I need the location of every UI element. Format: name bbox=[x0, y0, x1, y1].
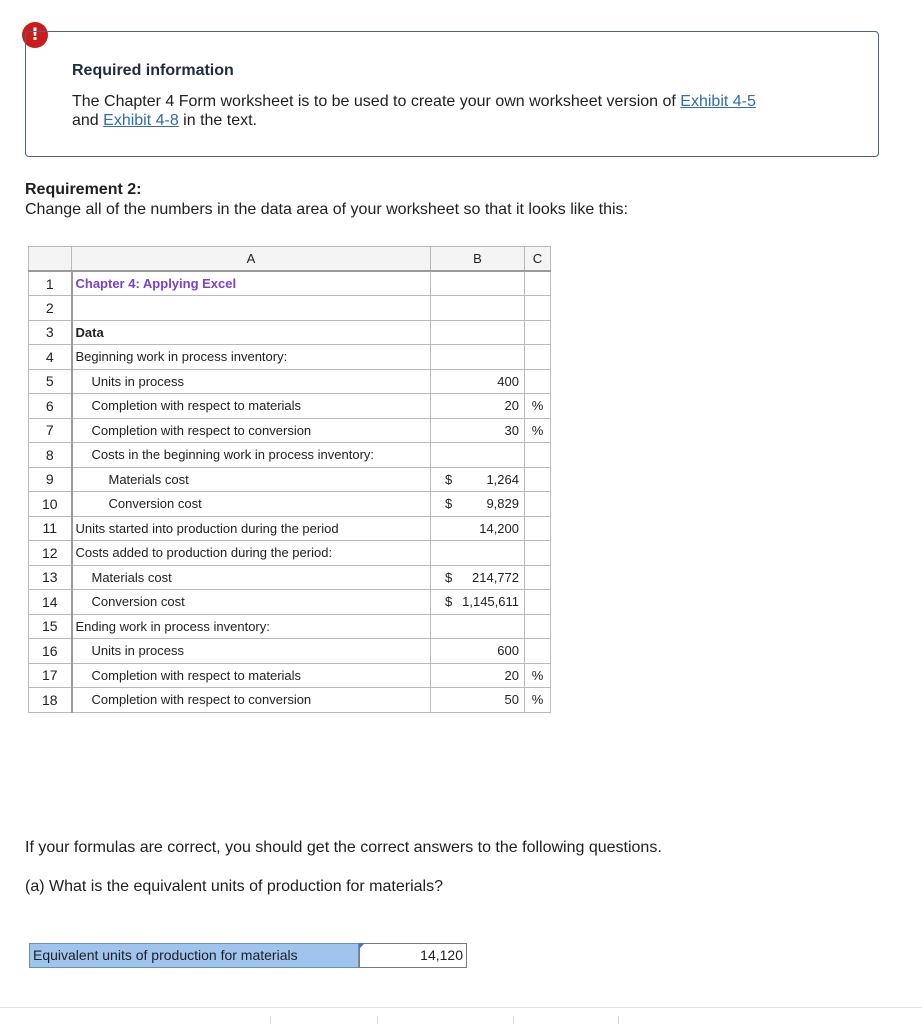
cell-b[interactable] bbox=[431, 614, 525, 639]
cell-b[interactable] bbox=[431, 516, 525, 541]
cell-a[interactable]: Units in process bbox=[72, 369, 431, 394]
cell-b[interactable] bbox=[431, 296, 525, 321]
footer-divider bbox=[0, 1007, 922, 1008]
cell-b[interactable] bbox=[431, 639, 525, 664]
cell-b-value: 214,772 bbox=[472, 569, 519, 585]
sheet-row bbox=[29, 467, 551, 492]
row-number: 17 bbox=[29, 663, 72, 688]
cell-b[interactable] bbox=[431, 345, 525, 370]
row-number: 11 bbox=[29, 516, 72, 541]
sheet-row bbox=[29, 516, 551, 541]
sheet-row bbox=[29, 394, 551, 419]
cell-c[interactable] bbox=[525, 614, 551, 639]
cell-c[interactable]: % bbox=[525, 688, 551, 713]
row-number: 7 bbox=[29, 418, 72, 443]
cell-a[interactable]: Costs added to production during the period: bbox=[72, 541, 431, 566]
cell-c[interactable] bbox=[525, 590, 551, 615]
cell-c[interactable] bbox=[525, 369, 551, 394]
alert-icon: ! bbox=[22, 22, 48, 48]
cell-a[interactable]: Completion with respect to conversion bbox=[72, 418, 431, 443]
required-information-panel bbox=[25, 31, 879, 157]
cell-b[interactable] bbox=[431, 418, 525, 443]
sheet-row bbox=[29, 369, 551, 394]
requirement-text: Change all of the numbers in the data area of your worksheet so that it looks like this: bbox=[25, 201, 628, 218]
cell-a[interactable]: Completion with respect to materials bbox=[72, 663, 431, 688]
row-number: 6 bbox=[29, 394, 72, 419]
cell-a[interactable]: Completion with respect to conversion bbox=[72, 688, 431, 713]
cell-a[interactable]: Completion with respect to materials bbox=[72, 394, 431, 419]
row-number: 3 bbox=[29, 320, 72, 345]
row-number: 2 bbox=[29, 296, 72, 321]
row-number: 18 bbox=[29, 688, 72, 713]
cell-a[interactable]: Data bbox=[72, 320, 431, 345]
cell-c[interactable] bbox=[525, 443, 551, 468]
footer-tick bbox=[377, 1016, 378, 1024]
cell-b[interactable] bbox=[431, 271, 525, 296]
cell-a[interactable]: Chapter 4: Applying Excel bbox=[72, 271, 431, 296]
cell-b-value: 20 bbox=[504, 398, 519, 413]
cell-b-value: 20 bbox=[504, 667, 519, 683]
sheet-corner bbox=[29, 247, 72, 272]
sheet-row bbox=[29, 614, 551, 639]
cell-b[interactable] bbox=[431, 541, 525, 566]
row-number: 14 bbox=[29, 590, 72, 615]
cell-b[interactable] bbox=[431, 590, 525, 615]
cell-b-value: 14,200 bbox=[479, 520, 519, 536]
cell-a[interactable]: Ending work in process inventory: bbox=[72, 614, 431, 639]
cell-c[interactable]: % bbox=[525, 663, 551, 688]
cell-c[interactable] bbox=[525, 565, 551, 590]
cell-marker-icon bbox=[359, 943, 365, 949]
sheet-row bbox=[29, 345, 551, 370]
column-header-b: B bbox=[431, 247, 525, 272]
cell-c[interactable] bbox=[525, 492, 551, 517]
exhibit-4-8-link[interactable]: Exhibit 4-8 bbox=[103, 112, 179, 129]
cell-b-value: 1,145,611 bbox=[462, 594, 519, 609]
row-number: 9 bbox=[29, 467, 72, 492]
sheet-row bbox=[29, 492, 551, 517]
cell-b[interactable] bbox=[431, 565, 525, 590]
row-number: 1 bbox=[29, 271, 72, 296]
cell-a[interactable]: Units started into production during the period bbox=[72, 516, 431, 541]
footer-tick bbox=[618, 1016, 619, 1024]
row-number: 5 bbox=[29, 369, 72, 394]
cell-b[interactable] bbox=[431, 320, 525, 345]
currency-symbol: $ bbox=[445, 594, 453, 609]
cell-a[interactable]: Conversion cost bbox=[72, 492, 431, 517]
question-a: (a) What is the equivalent units of production for materials? bbox=[25, 878, 443, 895]
footer-tick bbox=[270, 1016, 271, 1024]
row-number: 8 bbox=[29, 443, 72, 468]
cell-a[interactable]: Conversion cost bbox=[72, 590, 431, 615]
cell-a[interactable]: Costs in the beginning work in process inventory: bbox=[72, 443, 431, 468]
sheet-row bbox=[29, 663, 551, 688]
column-header-a: A bbox=[72, 247, 431, 272]
cell-b-value: 600 bbox=[497, 643, 519, 658]
sheet-row bbox=[29, 271, 551, 296]
cell-c[interactable] bbox=[525, 296, 551, 321]
cell-b-value: 50 bbox=[504, 692, 519, 707]
sheet-row bbox=[29, 688, 551, 713]
currency-symbol: $ bbox=[445, 496, 453, 511]
cell-c[interactable]: % bbox=[525, 394, 551, 419]
cell-c[interactable] bbox=[525, 320, 551, 345]
questions-intro: If your formulas are correct, you should get the correct answers to the following questions. bbox=[25, 839, 662, 856]
info-text-before: The Chapter 4 Form worksheet is to be used to create your own worksheet version of bbox=[72, 93, 681, 110]
cell-b[interactable] bbox=[431, 369, 525, 394]
cell-c[interactable] bbox=[525, 271, 551, 296]
sheet-row bbox=[29, 565, 551, 590]
cell-b[interactable] bbox=[431, 443, 525, 468]
cell-b-value: 9,829 bbox=[486, 496, 519, 511]
sheet-row bbox=[29, 418, 551, 443]
cell-b[interactable] bbox=[431, 394, 525, 419]
cell-a[interactable] bbox=[72, 296, 431, 321]
cell-c[interactable] bbox=[525, 467, 551, 492]
row-number: 16 bbox=[29, 639, 72, 664]
sheet-row bbox=[29, 639, 551, 664]
cell-b[interactable] bbox=[431, 467, 525, 492]
cell-c[interactable]: % bbox=[525, 418, 551, 443]
cell-b-value: 400 bbox=[497, 373, 519, 389]
cell-a[interactable]: Units in process bbox=[72, 639, 431, 664]
cell-c[interactable] bbox=[525, 516, 551, 541]
row-number: 12 bbox=[29, 541, 72, 566]
row-number: 15 bbox=[29, 614, 72, 639]
footer-tick bbox=[513, 1016, 514, 1024]
cell-a[interactable]: Materials cost bbox=[72, 467, 431, 492]
row-number: 13 bbox=[29, 565, 72, 590]
cell-b-value: 1,264 bbox=[486, 471, 519, 487]
cell-c[interactable] bbox=[525, 345, 551, 370]
sheet-row bbox=[29, 590, 551, 615]
cell-c[interactable] bbox=[525, 639, 551, 664]
answer-input-cell[interactable]: 14,120 bbox=[359, 943, 467, 968]
row-number: 4 bbox=[29, 345, 72, 370]
cell-b[interactable] bbox=[431, 663, 525, 688]
info-title: Required information bbox=[72, 62, 234, 79]
cell-a[interactable]: Materials cost bbox=[72, 565, 431, 590]
column-header-c: C bbox=[525, 247, 551, 272]
currency-symbol: $ bbox=[445, 471, 453, 487]
info-text: The Chapter 4 Form worksheet is to be used to create your own worksheet version of Exhibit 4-5 and Exhibit 4-8 in the text. bbox=[72, 93, 756, 129]
sheet-row bbox=[29, 296, 551, 321]
cell-b-value: 30 bbox=[504, 422, 519, 438]
worksheet-table bbox=[28, 246, 551, 713]
cell-a[interactable]: Beginning work in process inventory: bbox=[72, 345, 431, 370]
cell-b[interactable] bbox=[431, 688, 525, 713]
row-number: 10 bbox=[29, 492, 72, 517]
currency-symbol: $ bbox=[445, 569, 453, 585]
requirement-title: Requirement 2: bbox=[25, 181, 142, 198]
answer-label: Equivalent units of production for materials bbox=[29, 943, 359, 968]
exhibit-4-5-link[interactable]: Exhibit 4-5 bbox=[680, 93, 756, 110]
sheet-row bbox=[29, 443, 551, 468]
cell-c[interactable] bbox=[525, 541, 551, 566]
sheet-row bbox=[29, 320, 551, 345]
sheet-row bbox=[29, 541, 551, 566]
cell-b[interactable] bbox=[431, 492, 525, 517]
info-text-after: in the text. bbox=[178, 112, 257, 129]
